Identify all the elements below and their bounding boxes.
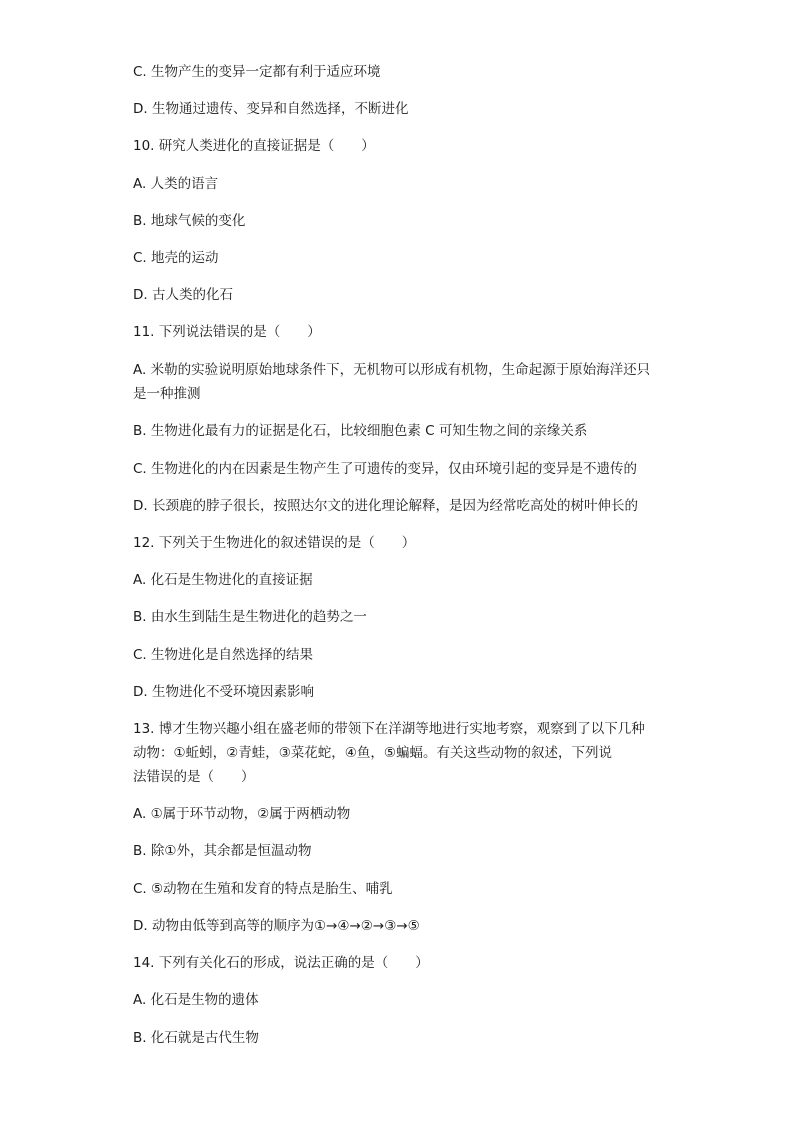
option-c-q11: C. 生物进化的内在因素是生物产生了可遗传的变异，仅由环境引起的变异是不遗传的	[133, 461, 638, 477]
question-12: 12. 下列关于生物进化的叙述错误的是（ ）	[133, 535, 416, 551]
option-a-q10: A. 人类的语言	[133, 176, 219, 192]
option-c-q10: C. 地壳的运动	[133, 250, 219, 266]
option-b-q14: B. 化石就是古代生物	[133, 1030, 259, 1046]
option-d-q13: D. 动物由低等到高等的顺序为①→④→②→③→⑤	[133, 918, 420, 934]
option-a-q13: A. ①属于环节动物，②属于两栖动物	[133, 806, 351, 822]
option-b-q13: B. 除①外，其余都是恒温动物	[133, 843, 312, 859]
option-a-q14: A. 化石是生物的遗体	[133, 992, 259, 1008]
option-a-q11-line1: A. 米勒的实验说明原始地球条件下，无机物可以形成有机物，生命起源于原始海洋还只	[133, 362, 651, 378]
option-c-q9: C. 生物产生的变异一定都有利于适应环境	[133, 64, 381, 80]
option-c-q13: C. ⑤动物在生殖和发育的特点是胎生、哺乳	[133, 881, 393, 897]
question-13-line3: 法错误的是（ ）	[133, 769, 255, 785]
option-d-q11: D. 长颈鹿的脖子很长，按照达尔文的进化理论解释，是因为经常吃高处的树叶伸长的	[133, 498, 638, 514]
question-13-line2: 动物：①蚯蚓，②青蛙，③菜花蛇，④鱼，⑤蝙蝠。有关这些动物的叙述，下列说	[133, 745, 613, 761]
option-b-q11: B. 生物进化最有力的证据是化石，比较细胞色素 C 可知生物之间的亲缘关系	[133, 423, 588, 439]
option-b-q12: B. 由水生到陆生是生物进化的趋势之一	[133, 609, 367, 625]
option-c-q12: C. 生物进化是自然选择的结果	[133, 647, 314, 663]
option-a-q12: A. 化石是生物进化的直接证据	[133, 572, 313, 588]
option-b-q10: B. 地球气候的变化	[133, 213, 246, 229]
option-d-q12: D. 生物进化不受环境因素影响	[133, 684, 314, 700]
option-a-q11-line2: 是一种推测	[133, 386, 201, 402]
question-13-line1: 13. 博才生物兴趣小组在盛老师的带领下在洋湖等地进行实地考察，观察到了以下几种	[133, 721, 645, 737]
question-10: 10. 研究人类进化的直接证据是（ ）	[133, 138, 375, 154]
option-d-q9: D. 生物通过遗传、变异和自然选择，不断进化	[133, 101, 409, 117]
question-11: 11. 下列说法错误的是（ ）	[133, 324, 321, 340]
question-14: 14. 下列有关化石的形成，说法正确的是（ ）	[133, 955, 429, 971]
option-d-q10: D. 古人类的化石	[133, 287, 233, 303]
